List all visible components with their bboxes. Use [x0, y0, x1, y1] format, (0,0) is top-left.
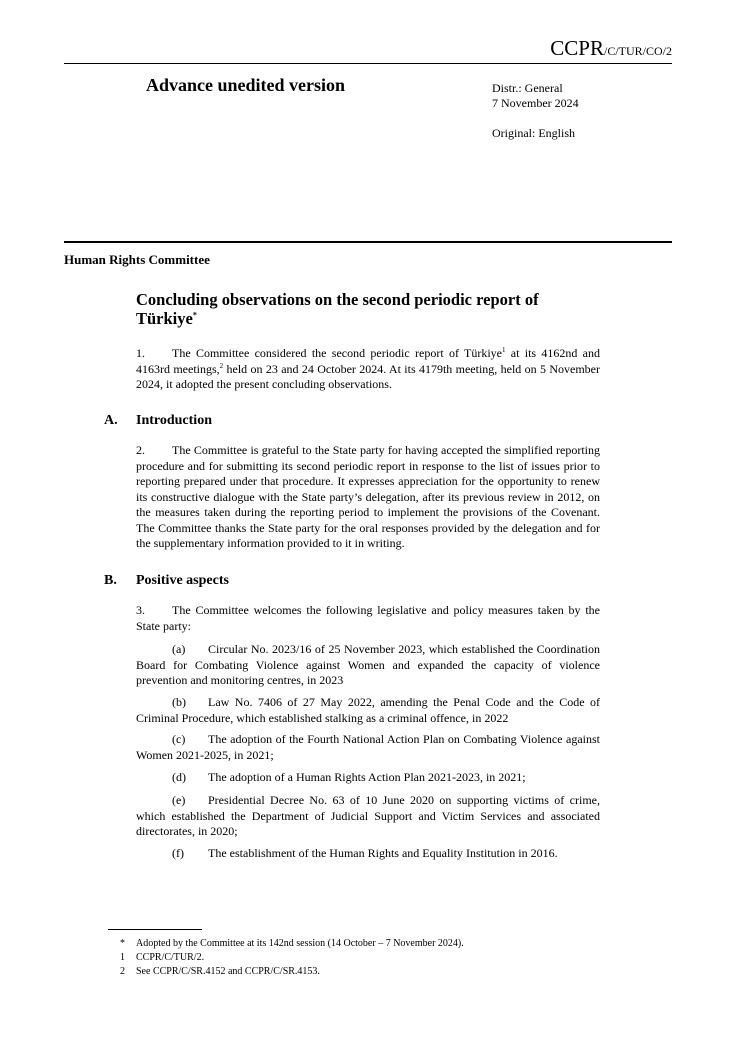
footnote: [120, 951, 204, 964]
title-footnote-marker: *: [192, 310, 197, 320]
item-label: (a): [172, 642, 186, 656]
item-label: (f): [172, 846, 184, 860]
paragraph-number: 1.: [136, 346, 145, 360]
section-title: Introduction: [136, 413, 212, 428]
symbol-main: CCPR: [550, 36, 604, 60]
advance-version-label: Advance unedited version: [146, 75, 346, 95]
section-title: Positive aspects: [136, 573, 229, 588]
footnote-ref-1: 1: [502, 346, 506, 354]
original-language: Original: English: [492, 126, 575, 140]
item-label: (c): [172, 732, 186, 746]
list-item: [136, 642, 600, 689]
list-item: [136, 846, 600, 862]
page-title: [136, 290, 606, 328]
date-line: 7 November 2024: [492, 96, 579, 110]
symbol-suffix: /C/TUR/CO/2: [603, 44, 672, 58]
item-label: (e): [172, 793, 186, 807]
item-text: The adoption of a Human Rights Action Plan 2021-2023, in 2021;: [208, 770, 526, 784]
paragraph-1: [136, 346, 600, 393]
footnote-mark: 1: [120, 952, 125, 963]
list-item: [136, 770, 600, 786]
header-rule: [64, 63, 672, 64]
paragraph-2: [136, 443, 600, 552]
paragraph-3: [136, 603, 600, 634]
title-line-1: Concluding observations on the second periodic report of: [136, 290, 539, 309]
item-text: Law No. 7406 of 27 May 2022, amending the Penal Code and the Code of Criminal Procedure, which established stalking as a criminal offence, in 2022: [136, 695, 600, 725]
item-label: (d): [172, 770, 186, 784]
footnote-mark: *: [120, 938, 125, 949]
paragraph-text: at its 4162nd and 4163rd meetings,: [136, 346, 601, 376]
footnote-text: See CCPR/C/SR.4152 and CCPR/C/SR.4153.: [136, 966, 320, 977]
distr-line: Distr.: General: [492, 81, 563, 95]
footnote-mark: 2: [120, 966, 125, 977]
paragraph-text: The Committee welcomes the following legislative and policy measures taken by the State party:: [136, 603, 600, 633]
distribution-block: [492, 81, 579, 141]
committee-name: Human Rights Committee: [64, 252, 210, 267]
footnote-ref-2: 2: [219, 361, 224, 370]
list-item: [136, 732, 600, 763]
item-text: Circular No. 2023/16 of 25 November 2023, which established the Coordination Board for Combating Violence against Women and expanded the capacity of violence prevention and monitoring centres, in 2023: [136, 642, 600, 687]
footnote: [120, 965, 320, 978]
document-symbol: [550, 36, 672, 63]
item-text: Presidential Decree No. 63 of 10 June 2020 on supporting victims of crime, which established the Department of Judicial Support and Victim Services and associated directorates, in 2020;: [136, 793, 600, 838]
section-letter: B.: [104, 573, 117, 588]
header-thick-rule: [64, 241, 672, 243]
item-label: (b): [172, 695, 186, 709]
footnote: [120, 937, 464, 950]
title-line-2: Türkiye: [136, 309, 193, 328]
footnote-rule: [108, 929, 202, 930]
item-text: The adoption of the Fourth National Action Plan on Combating Violence against Women 2021-2025, in 2021;: [136, 732, 600, 762]
paragraph-text: held on 23 and 24 October 2024. At its 4179th meeting, held on 5 November 2024, it adopted the present concluding observations.: [136, 361, 600, 391]
paragraph-text: The Committee considered the second periodic report of Türkiye: [172, 346, 503, 360]
item-text: The establishment of the Human Rights and Equality Institution in 2016.: [208, 846, 558, 860]
footnote-text: CCPR/C/TUR/2.: [136, 952, 205, 963]
section-letter: A.: [104, 413, 118, 428]
list-item: [136, 793, 600, 840]
footnote-text: Adopted by the Committee at its 142nd session (14 October – 7 November 2024).: [136, 938, 464, 949]
paragraph-text: The Committee is grateful to the State party for having accepted the simplified reporting procedure and for submitting its second periodic report in response to the list of issues prior to reporting prepared under that procedure. It expresses appreciation for the opportunity to renew its constructive dialogue with the State party’s delegation, after its previous review in 2012, on the measures taken during the reporting period to implement the provisions of the Covenant. The Committee thanks the State party for the oral responses provided by the delegation and for the supplementary information provided to it in writing.: [136, 443, 600, 550]
paragraph-number: 3.: [136, 603, 145, 617]
list-item: [136, 695, 600, 726]
paragraph-number: 2.: [136, 443, 145, 457]
